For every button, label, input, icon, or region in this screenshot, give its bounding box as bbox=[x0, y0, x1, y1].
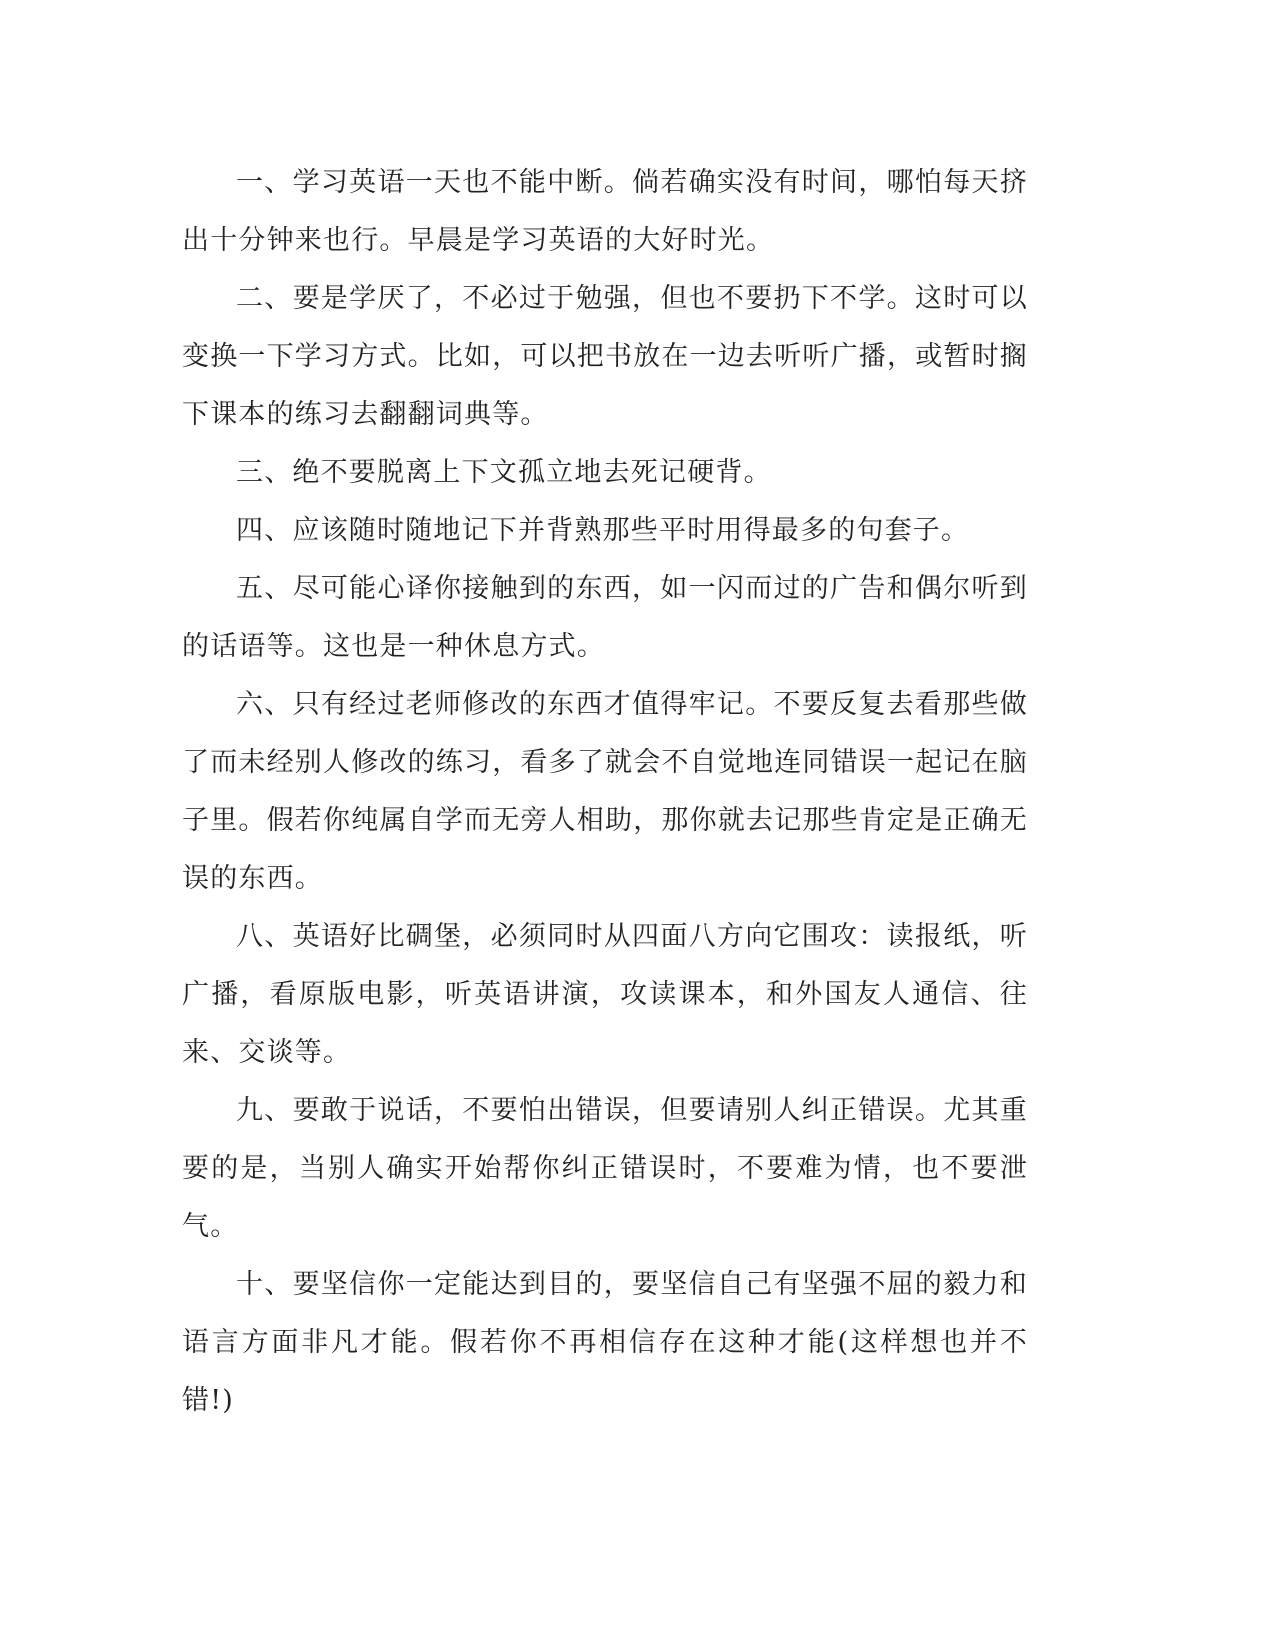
paragraph-10: 十、要坚信你一定能达到目的，要坚信自己有坚强不屈的毅力和语言方面非凡才能。假若你不再相信存在这种才能(这样想也并不错!) bbox=[182, 1269, 1028, 1416]
paragraph-2: 二、要是学厌了，不必过于勉强，但也不要扔下不学。这时可以变换一下学习方式。比如，可以把书放在一边去听听广播，或暂时搁下课本的练习去翻翻词典等。 bbox=[182, 283, 1028, 430]
paragraph-6: 六、只有经过老师修改的东西才值得牢记。不要反复去看那些做了而未经别人修改的练习，看多了就会不自觉地连同错误一起记在脑子里。假若你纯属自学而无旁人相助，那你就去记那些肯定是正确无误的东西。 bbox=[182, 689, 1028, 894]
paragraph-9: 九、要敢于说话，不要怕出错误，但要请别人纠正错误。尤其重要的是，当别人确实开始帮你纠正错误时，不要难为情，也不要泄气。 bbox=[182, 1095, 1028, 1242]
paragraph-8: 八、英语好比碉堡，必须同时从四面八方向它围攻：读报纸，听广播，看原版电影，听英语讲演，攻读课本，和外国友人通信、往来、交谈等。 bbox=[182, 921, 1028, 1068]
paragraph-1: 一、学习英语一天也不能中断。倘若确实没有时间，哪怕每天挤出十分钟来也行。早晨是学习英语的大好时光。 bbox=[182, 167, 1028, 256]
paragraph-3: 三、绝不要脱离上下文孤立地去死记硬背。 bbox=[236, 457, 772, 488]
paragraph-5: 五、尽可能心译你接触到的东西，如一闪而过的广告和偶尔听到的话语等。这也是一种休息方式。 bbox=[182, 573, 1028, 662]
document-body bbox=[182, 154, 1028, 1430]
paragraph-4: 四、应该随时随地记下并背熟那些平时用得最多的句套子。 bbox=[236, 515, 970, 546]
